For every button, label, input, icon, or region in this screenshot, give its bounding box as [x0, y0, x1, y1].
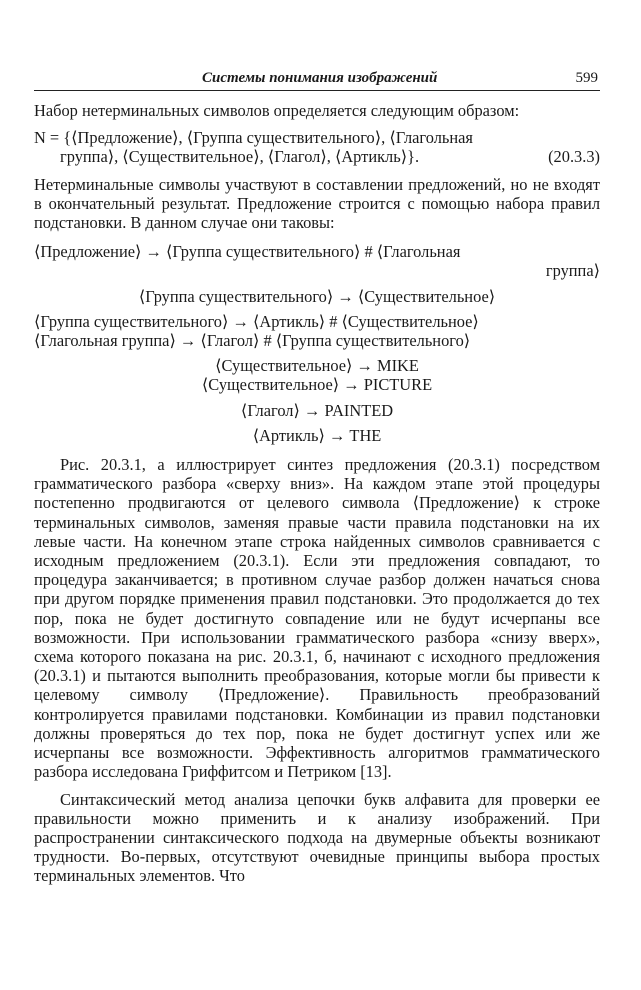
rule-article-the: ⟨Артикль⟩ → THE	[252, 425, 382, 445]
page-number: 599	[575, 70, 598, 86]
equation-number: (20.3.3)	[548, 147, 600, 167]
intro-paragraph: Набор нетерминальных символов определяется следующим образом:	[34, 101, 520, 120]
rule-sentence-line-1: ⟨Предложение⟩ → ⟨Группа существительного⟩ # ⟨Глагольная	[34, 242, 461, 262]
rule-noun-picture: ⟨Существительное⟩ → PICTURE	[201, 375, 433, 395]
set-definition-line-1: N = {⟨Предложение⟩, ⟨Группа существительного⟩, ⟨Глагольная	[34, 128, 473, 148]
rewrite-rules	[34, 242, 600, 445]
rule-sentence-line-2: группа⟩	[545, 261, 600, 281]
rule-noun-group-1: ⟨Группа существительного⟩ → ⟨Существительное⟩	[138, 286, 496, 306]
rule-noun-mike: ⟨Существительное⟩ → MIKE	[215, 356, 419, 376]
nonterminal-paragraph: Нетерминальные символы участвуют в составлении предложений, но не входят в окончательный результат. Предложение строится с помощью набора правил подстановки. В данном случае они таковы:	[34, 174, 600, 233]
page	[34, 70, 600, 886]
running-header	[34, 70, 600, 91]
syntax-method-paragraph: Синтаксический метод анализа цепочки букв алфавита для проверки ее правильности можно применить и к анализу изображений. При распространении синтаксического подхода на двумерные объекты возникают трудности. Во-первых, отсутствуют очевидные принципы выбора простых терминальных элементов. Что	[34, 789, 600, 886]
rule-noun-group-2: ⟨Группа существительного⟩ → ⟨Артикль⟩ # ⟨Существительное⟩	[34, 311, 479, 331]
rule-sentence	[34, 242, 600, 280]
set-definition-line-2	[34, 147, 600, 166]
figure-discussion-paragraph: Рис. 20.3.1, а иллюстрирует синтез предложения (20.3.1) посредством грамматического разбора «сверху вниз». На каждом этапе этой процедуры постепенно продвигаются от целевого символа ⟨Предложение⟩ к строке терминальных символов, заменяя правые части правила подстановки на их левые части. На конечном этапе строка найденных символов сравнивается с исходным предложением (20.3.1). Если эти предложения совпадают, то процедура заканчивается; в противном случае разбор должен начаться снова при другом порядке применения правил подстановки. Это продолжается до тех пор, пока не будет достигнуто совпадение или не будут исчерпаны все возможности. При использовании грамматического разбора «снизу вверх», схема которого показана на рис. 20.3.1, б, начинают с исходного предложения (20.3.1) и пытаются выполнить преобразования, которые могли бы привести к целевому символу ⟨Предложение⟩. Правильность преобразований контролируется правилами подстановки. Комбинации из правил подстановки должны проверяться до тех пор, пока не будет достигнут успех или же исчерпаны все возможности. Эффективность алгоритмов грамматического разбора исследована Гриффитсом и Петриком [13].	[34, 455, 600, 782]
running-title: Системы понимания изображений	[202, 70, 438, 86]
rule-verb-group: ⟨Глагольная группа⟩ → ⟨Глагол⟩ # ⟨Группа существительного⟩	[34, 331, 471, 351]
set-definition-line-2-text: группа⟩, ⟨Существительное⟩, ⟨Глагол⟩, ⟨Артикль⟩}.	[60, 147, 420, 167]
rule-verb-painted: ⟨Глагол⟩ → PAINTED	[240, 400, 394, 420]
nonterminal-set-definition	[34, 128, 600, 166]
